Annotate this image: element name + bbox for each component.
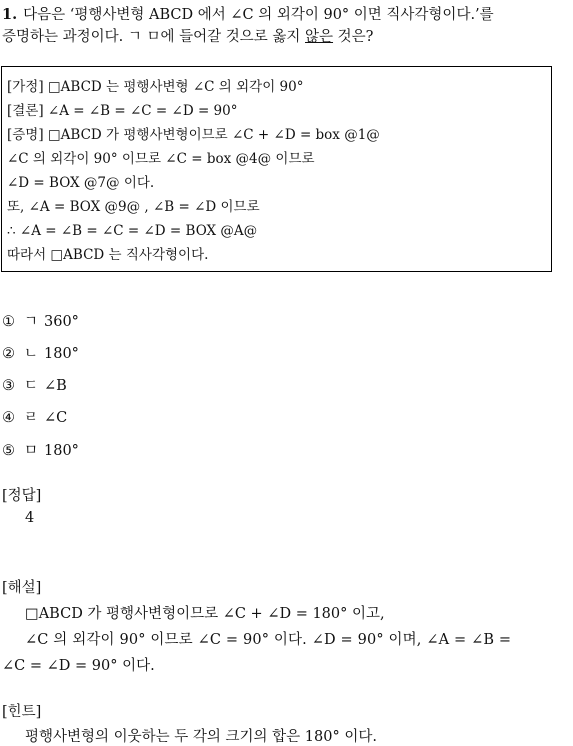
proof-line-assumption: [가정] □ABCD 는 평행사변형 ∠C 의 외각이 90° bbox=[7, 79, 304, 95]
explanation-line-2: ∠C 의 외각이 90° 이므로 ∠C = 90° 이다. ∠D = 90° 이며, ∠A = ∠B = bbox=[25, 632, 512, 648]
option-1[interactable]: ① ㄱ 360° bbox=[2, 314, 79, 330]
proof-line-6: 또, ∠A = BOX @9@ , ∠B = ∠D 이므로 bbox=[7, 199, 260, 215]
proof-line-4: ∠C 의 외각이 90° 이므로 ∠C = box @4@ 이므로 bbox=[7, 151, 315, 167]
proof-line-8: 따라서 □ABCD 는 직사각형이다. bbox=[7, 247, 209, 263]
proof-box bbox=[1, 66, 552, 272]
question-number: 1. bbox=[2, 6, 18, 23]
proof-line-proof-start: [증명] □ABCD 가 평행사변형이므로 ∠C + ∠D = box @1@ bbox=[7, 127, 380, 143]
explanation-heading: [해설] bbox=[2, 580, 42, 596]
question-text-2: 증명하는 과정이다. ㄱ ㅁ에 들어갈 것으로 옳지 bbox=[2, 29, 306, 45]
proof-line-5: ∠D = BOX @7@ 이다. bbox=[7, 175, 155, 191]
proof-line-conclusion: [결론] ∠A = ∠B = ∠C = ∠D = 90° bbox=[7, 103, 238, 119]
hint-line-1: 평행사변형의 이웃하는 두 각의 크기의 합은 180° 이다. bbox=[25, 729, 377, 745]
proof-line-7: ∴ ∠A = ∠B = ∠C = ∠D = BOX @A@ bbox=[7, 223, 258, 239]
question-text-2-end: 것은? bbox=[333, 29, 374, 45]
answer-heading: [정답] bbox=[2, 488, 42, 504]
question-text-1: 다음은 ‘평행사변형 ABCD 에서 ∠C 의 외각이 90° 이면 직사각형이다.’를 bbox=[23, 7, 494, 23]
option-4[interactable]: ④ ㄹ ∠C bbox=[2, 410, 68, 426]
hint-heading: [힌트] bbox=[2, 704, 42, 720]
question-line-1 bbox=[2, 5, 494, 25]
option-3[interactable]: ③ ㄷ ∠B bbox=[2, 378, 67, 394]
option-2[interactable]: ② ㄴ 180° bbox=[2, 346, 79, 362]
answer-value: 4 bbox=[25, 510, 35, 526]
explanation-line-1: □ABCD 가 평행사변형이므로 ∠C + ∠D = 180° 이고, bbox=[25, 606, 385, 622]
question-line-2 bbox=[2, 27, 373, 47]
explanation-line-3: ∠C = ∠D = 90° 이다. bbox=[2, 658, 155, 674]
underlined-word: 않은 bbox=[305, 29, 334, 45]
option-5[interactable]: ⑤ ㅁ 180° bbox=[2, 443, 79, 459]
